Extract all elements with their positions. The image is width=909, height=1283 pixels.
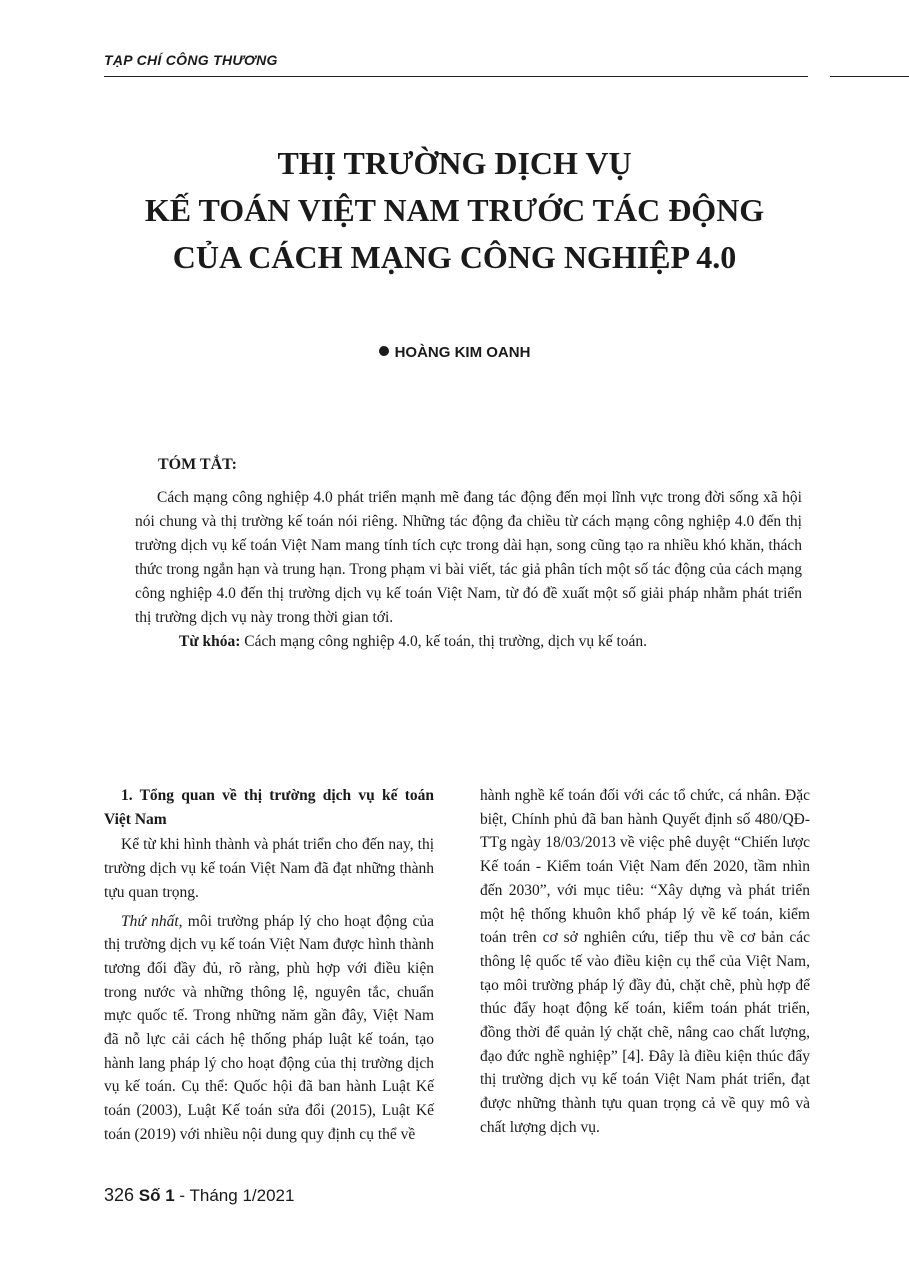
left-paragraph-2 — [104, 910, 434, 1147]
author-line — [0, 344, 909, 361]
title-line-2: KẾ TOÁN VIỆT NAM TRƯỚC TÁC ĐỘNG — [144, 192, 765, 228]
article-title — [60, 140, 849, 281]
title-line-1: THỊ TRƯỜNG DỊCH VỤ — [277, 145, 632, 181]
header-rule-right — [830, 76, 909, 77]
keywords — [135, 630, 802, 654]
header-rule — [104, 76, 808, 77]
abstract — [135, 486, 802, 654]
issue-date: Tháng 1/2021 — [189, 1186, 295, 1205]
page-number: 326 — [104, 1185, 135, 1205]
title-line-3: CỦA CÁCH MẠNG CÔNG NGHIỆP 4.0 — [172, 239, 737, 275]
right-paragraph-1: hành nghề kế toán đối với các tổ chức, cá nhân. Đặc biệt, Chính phủ đã ban hành Quyết định số 480/QĐ-TTg ngày 18/03/2013 về việc phê duyệt “Chiến lược Kế toán - Kiểm toán Việt Nam đến 2020, tầm nhìn đến 2030”, với mục tiêu: “Xây dựng và phát triển một hệ thống khuôn khổ pháp lý về kế toán, kiểm toán trên cơ sở nghiên cứu, tiếp thu về cơ bản các thông lệ quốc tế vào điều kiện cụ thể của Việt Nam, tạo môi trường pháp lý đầy đủ, chặt chẽ, phù hợp để thúc đẩy hoạt động kế toán, kiểm toán phát triển, đồng thời để quản lý chặt chẽ, nâng cao chất lượng, đạo đức nghề nghiệp” [4]. Đây là điều kiện thúc đẩy thị trường dịch vụ kế toán Việt Nam phát triển, đạt được những thành tựu quan trọng cả về quy mô và chất lượng dịch vụ. — [480, 787, 810, 1136]
bullet-icon — [379, 346, 389, 356]
journal-name: TẠP CHÍ CÔNG THƯƠNG — [104, 52, 278, 68]
left-paragraph-1: Kể từ khi hình thành và phát triển cho đến nay, thị trường dịch vụ kế toán Việt Nam đã đạt những thành tựu quan trọng. — [104, 836, 434, 901]
left-paragraph-2-text: môi trường pháp lý cho hoạt động của thị trường dịch vụ kế toán Việt Nam được hình thành tương đối đầy đủ, rõ ràng, phù hợp với điều kiện trong nước và những thông lệ, nguyên tắc, chuẩn mực quốc tế. Trong những năm gần đây, Việt Nam đã nỗ lực cải cách hệ thống pháp luật kế toán, tạo hành lang pháp lý cho hoạt động của thị trường dịch vụ kế toán. Cụ thể: Quốc hội đã ban hành Luật Kế toán (2003), Luật Kế toán sửa đổi (2015), Luật Kế toán (2019) với nhiều nội dung quy định cụ thể về — [104, 912, 434, 1143]
issue-label: Số 1 — [138, 1186, 175, 1205]
left-column — [104, 784, 434, 1152]
section-heading: 1. Tổng quan về thị trường dịch vụ kế toán Việt Nam — [104, 787, 434, 828]
keywords-text: Cách mạng công nghiệp 4.0, kế toán, thị trường, dịch vụ kế toán. — [240, 633, 648, 650]
emphasis-first: Thứ nhất, — [121, 912, 183, 930]
abstract-heading: TÓM TẮT: — [158, 456, 237, 473]
issue-separator: - — [179, 1186, 186, 1205]
author-name: HOÀNG KIM OANH — [394, 344, 531, 361]
page-footer — [104, 1185, 294, 1206]
abstract-text: Cách mạng công nghiệp 4.0 phát triển mạnh mẽ đang tác động đến mọi lĩnh vực trong đời sống xã hội nói chung và thị trường kế toán nói riêng. Những tác động đa chiều từ cách mạng công nghiệp 4.0 đến thị trường dịch vụ kế toán Việt Nam mang tính tích cực trong dài hạn, song cũng tạo ra nhiều khó khăn, thách thức trong ngắn hạn và trung hạn. Trong phạm vi bài viết, tác giả phân tích một số tác động của cách mạng công nghiệp 4.0 đến thị trường dịch vụ kế toán Việt Nam, từ đó đề xuất một số giải pháp nhằm phát triển thị trường dịch vụ này trong thời gian tới. — [135, 489, 802, 626]
right-column — [480, 784, 810, 1145]
keywords-label: Từ khóa: — [179, 633, 241, 650]
